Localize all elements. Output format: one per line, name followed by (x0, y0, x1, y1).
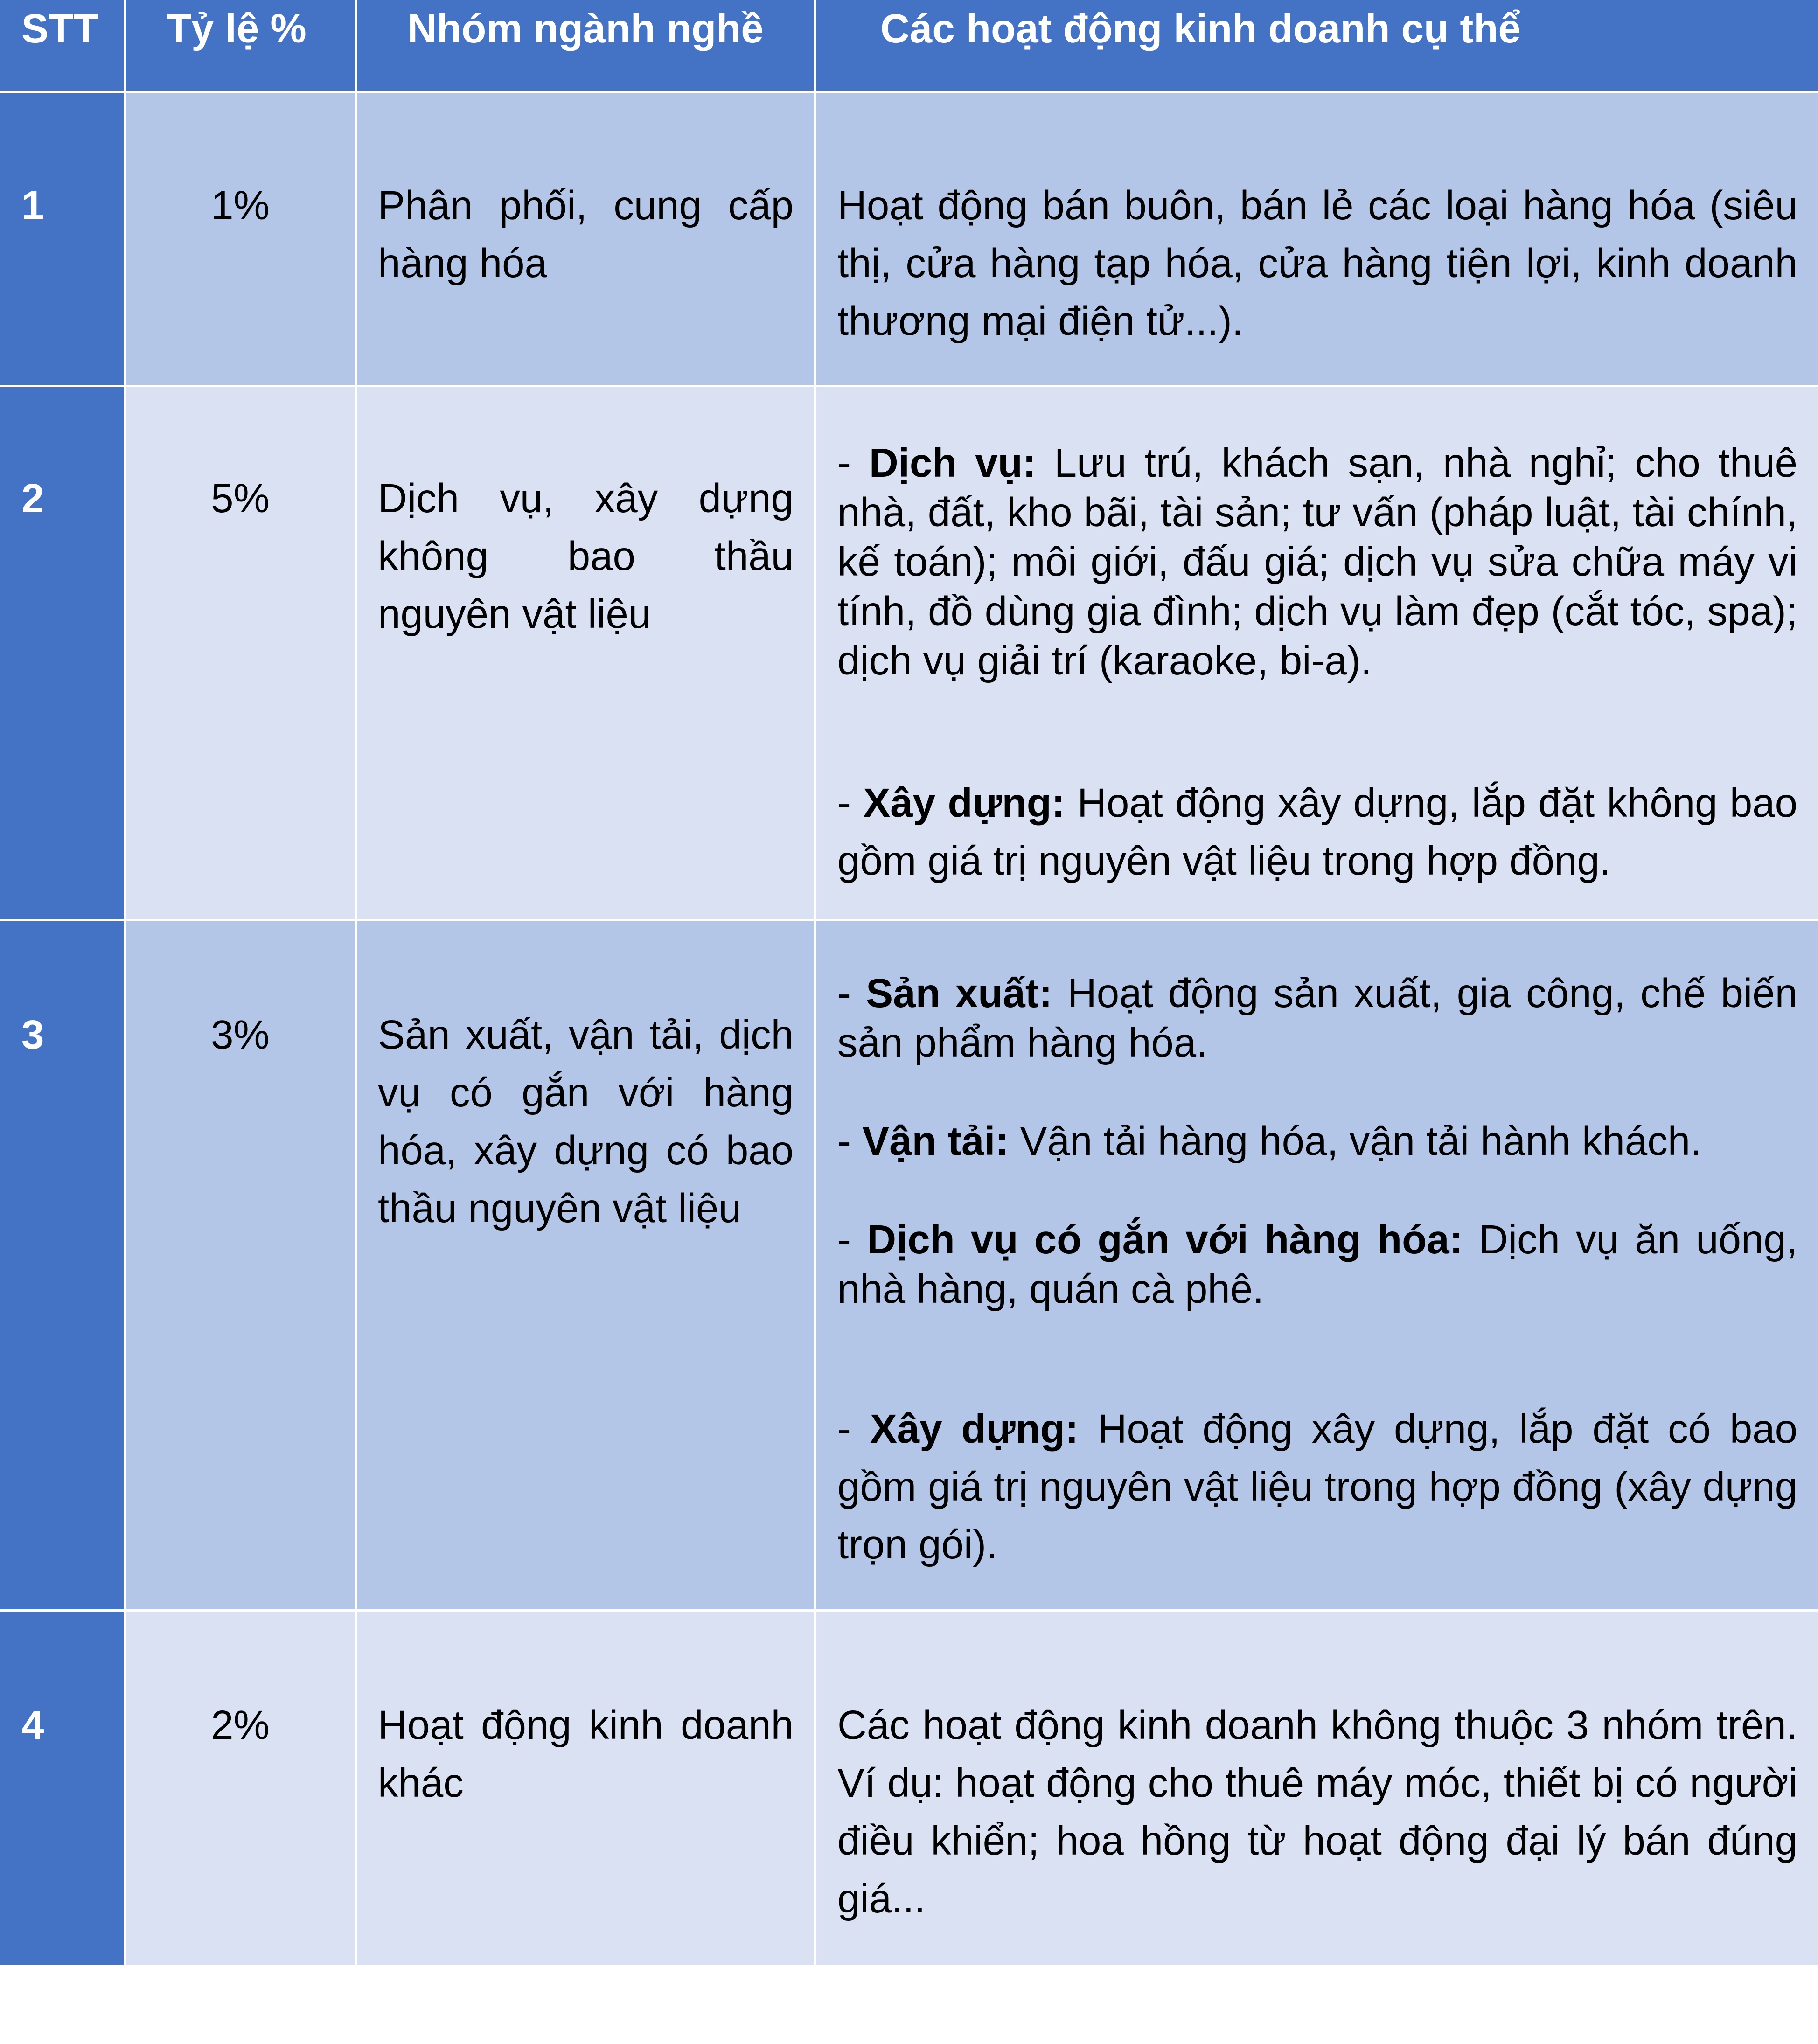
row-2-item-construction-text: Hoạt động xây dựng, lắp đặt không bao gồm giá trị nguyên vật liệu trong hợp đồng. (837, 780, 1797, 883)
row-2-item-service (837, 438, 1797, 686)
row-3-item-construction-prefix: - (837, 1406, 870, 1452)
row-2-item-construction-title: Xây dựng: (863, 780, 1065, 826)
row-3-item-transport-title: Vận tải: (862, 1119, 1009, 1164)
row-3-group: Sản xuất, vận tải, dịch vụ có gắn với hàng hóa, xây dựng có bao thầu nguyên vật liệu (357, 921, 814, 1609)
row-2-group: Dịch vụ, xây dựng không bao thầu nguyên vật liệu (357, 387, 814, 919)
row-2-item-service-text: Lưu trú, khách sạn, nhà nghỉ; cho thuê nhà, đất, kho bãi, tài sản; tư vấn (pháp luật, tài chính, kế toán); môi giới, đấu giá; dịch vụ sửa chữa máy vi tính, đồ dùng gia đình; dịch vụ làm đẹp (cắt tóc, spa); dịch vụ giải trí (karaoke, bi-a). (837, 440, 1798, 683)
header-activities: Các hoạt động kinh doanh cụ thể (816, 0, 1818, 91)
row-4-stt: 4 (21, 1703, 44, 1748)
row-3-rate: 3% (126, 921, 355, 1609)
row-3-item-goods-service-title: Dịch vụ có gắn với hàng hóa: (867, 1217, 1463, 1262)
row-2-item-service-prefix: - (837, 440, 869, 486)
row-3-item-construction (837, 1400, 1797, 1574)
row-2-activities (816, 387, 1818, 919)
row-3-item-production-prefix: - (837, 971, 866, 1016)
header-stt: STT (0, 0, 124, 91)
row-3-item-construction-text: Hoạt động xây dựng, lắp đặt có bao gồm giá trị nguyên vật liệu trong hợp đồng (xây dựng trọn gói). (837, 1406, 1797, 1567)
row-3-item-transport-prefix: - (837, 1119, 863, 1164)
header-rate: Tỷ lệ % (126, 0, 355, 91)
row-1-group: Phân phối, cung cấp hàng hóa (357, 93, 814, 385)
row-4-group: Hoạt động kinh doanh khác (357, 1612, 814, 1965)
row-3-item-production-title: Sản xuất: (866, 971, 1052, 1016)
row-3-item-goods-service-text: Dịch vụ ăn uống, nhà hàng, quán cà phê. (837, 1217, 1797, 1312)
row-2-stt: 2 (21, 476, 44, 521)
row-3-item-goods-service-prefix: - (837, 1217, 867, 1262)
row-3-activities (816, 921, 1818, 1609)
row-3-item-production (837, 969, 1797, 1068)
header-group: Nhóm ngành nghề (357, 0, 814, 91)
row-3-item-goods-service (837, 1215, 1797, 1314)
row-2-stt-cell (0, 387, 124, 919)
row-1-rate: 1% (126, 93, 355, 385)
row-1-stt-cell (0, 93, 124, 385)
row-4-stt-cell (0, 1612, 124, 1965)
row-2-item-construction (837, 774, 1797, 890)
row-3-item-transport-text: Vận tải hàng hóa, vận tải hành khách. (1009, 1119, 1702, 1164)
row-2-item-service-title: Dịch vụ: (869, 440, 1036, 486)
row-3-stt-cell (0, 921, 124, 1609)
row-2-item-construction-prefix: - (837, 780, 864, 826)
row-2-rate: 5% (126, 387, 355, 919)
row-4-rate: 2% (126, 1612, 355, 1965)
row-3-item-transport (837, 1117, 1797, 1166)
row-3-item-construction-title: Xây dựng: (870, 1406, 1079, 1452)
row-3-stt: 3 (21, 1012, 44, 1057)
row-4-activities: Các hoạt động kinh doanh không thuộc 3 nhóm trên. Ví dụ: hoạt động cho thuê máy móc, thiết bị có người điều khiển; hoa hồng từ hoạt động đại lý bán đúng giá... (816, 1612, 1818, 1965)
row-1-stt: 1 (21, 183, 44, 228)
row-3-item-production-text: Hoạt động sản xuất, gia công, chế biến sản phẩm hàng hóa. (837, 971, 1797, 1065)
row-1-activities: Hoạt động bán buôn, bán lẻ các loại hàng hóa (siêu thị, cửa hàng tạp hóa, cửa hàng tiện lợi, kinh doanh thương mại điện tử...). (816, 93, 1818, 385)
